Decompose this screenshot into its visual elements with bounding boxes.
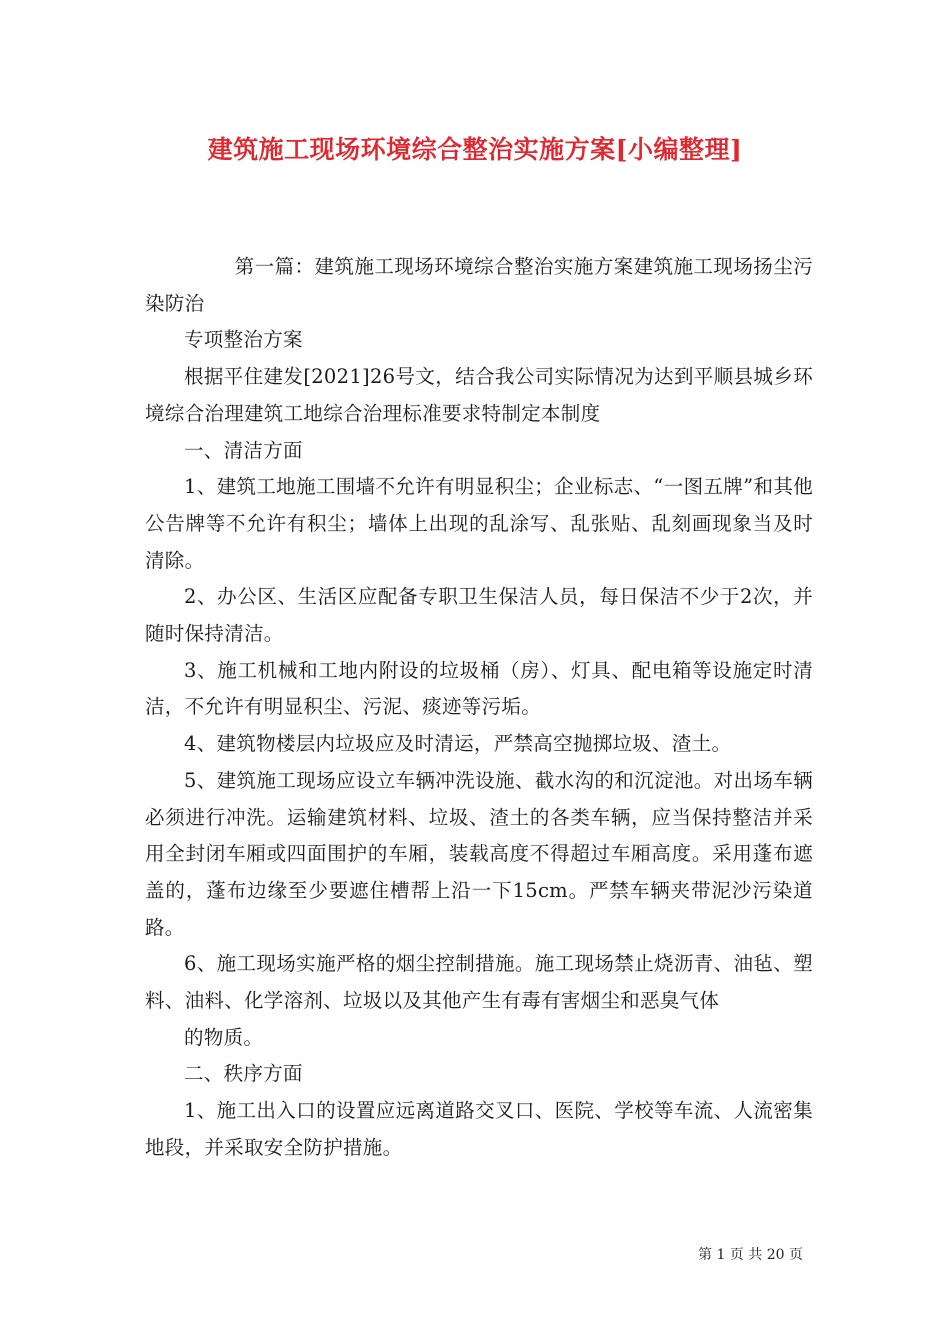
paragraph-item-3: 3、施工机械和工地内附设的垃圾桶（房）、灯具、配电箱等设施定时清洁，不允许有明显积尘、污泥、痰迹等污垢。 (145, 658, 813, 719)
paragraph-order-item-1: 1、施工出入口的设置应远离道路交叉口、医院、学校等车流、人流密集地段，并采取安全防护措施。 (145, 1099, 813, 1159)
document-title: 建筑施工现场环境综合整治实施方案[小编整理] (207, 135, 743, 164)
section-heading-order: 二、秩序方面 (184, 1062, 303, 1086)
paragraph-1: 第一篇：建筑施工现场环境综合整治实施方案建筑施工现场扬尘污染防治 (145, 255, 813, 315)
paragraph-item-2: 2、办公区、生活区应配备专职卫生保洁人员，每日保洁不少于2次，并随时保持清洁。 (145, 585, 813, 646)
document-body (145, 249, 813, 1167)
paragraph-item-1: 1、建筑工地施工围墙不允许有明显积尘；企业标志、“一图五牌”和其他公告牌等不允许有积尘；墙体上出现的乱涂写、乱张贴、乱刻画现象当及时清除。 (145, 475, 813, 572)
paragraph-continuation: 的物质。 (184, 1025, 264, 1049)
paragraph-item-6: 6、施工现场实施严格的烟尘控制措施。施工现场禁止烧沥青、油毡、塑料、油料、化学溶剂、垃圾以及其他产生有毒有害烟尘和恶臭气体 (145, 952, 813, 1013)
paragraph-item-4: 4、建筑物楼层内垃圾应及时清运，严禁高空抛掷垃圾、渣土。 (184, 732, 732, 756)
page-number-footer: 第 1 页 共 20 页 (698, 1247, 803, 1263)
paragraph-2: 专项整治方案 (184, 328, 303, 352)
section-heading-cleaning: 一、清洁方面 (184, 438, 303, 462)
paragraph-3: 根据平住建发[2021]26号文，结合我公司实际情况为达到平顺县城乡环境综合治理建筑工地综合治理标准要求特制定本制度 (145, 365, 813, 425)
paragraph-item-5: 5、建筑施工现场应设立车辆冲洗设施、截水沟的和沉淀池。对出场车辆必须进行冲洗。运输建筑材料、垃圾、渣土的各类车辆，应当保持整洁并采用全封闭车厢或四面围护的车厢，装载高度不得超过车厢高度。采用蓬布遮盖的，蓬布边缘至少要遮住槽帮上沿一下15cm。严禁车辆夹带泥沙污染道路。 (145, 768, 813, 939)
